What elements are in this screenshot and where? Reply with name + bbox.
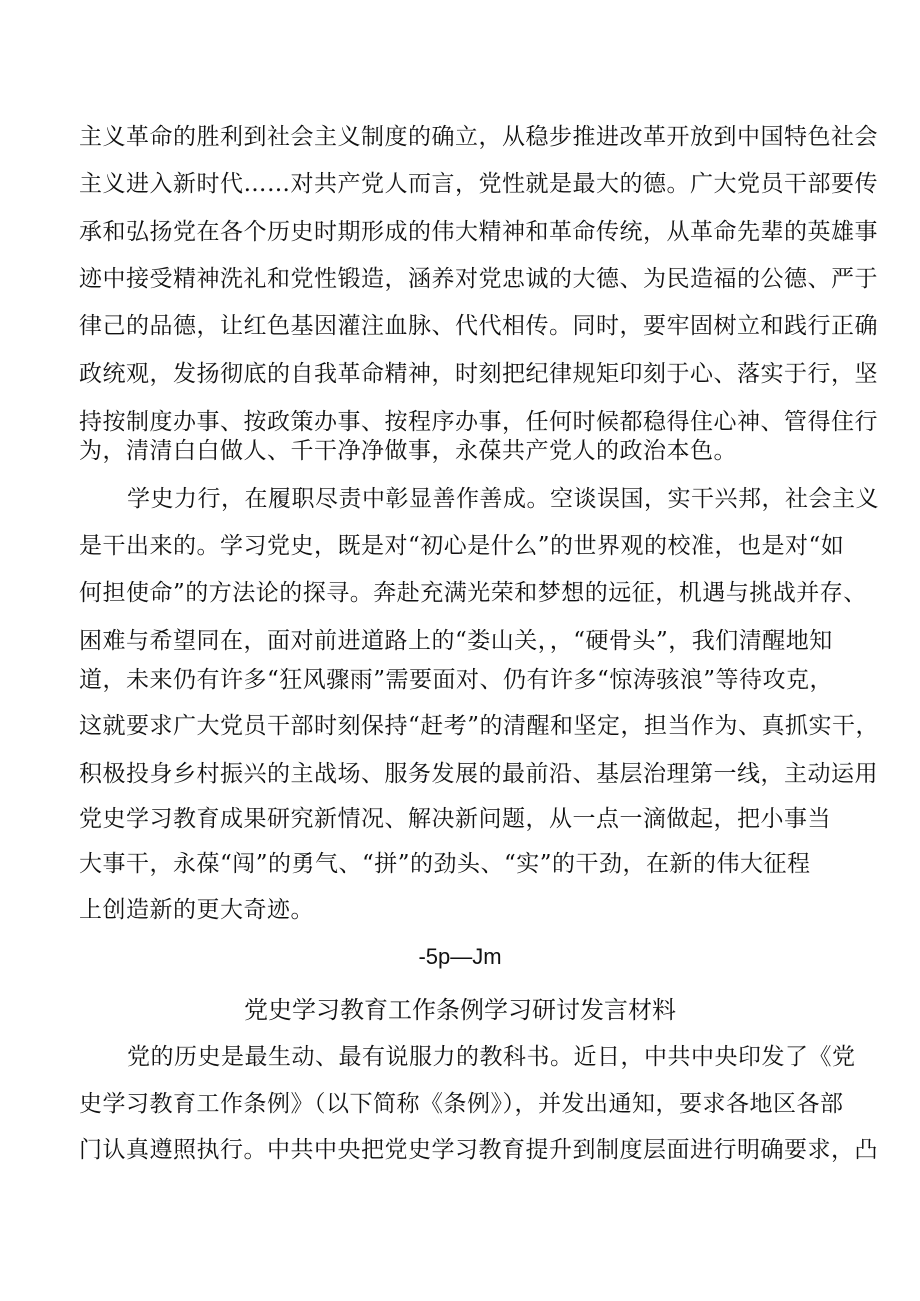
paragraph-2-line-2: 是干出来的。学习党史，既是对“初心是什么”的世界观的校准，也是对“如: [79, 533, 845, 559]
paragraph-1-line-8: 为，清清白白做人、千干净净做事，永葆共产党人的政治本色。: [79, 438, 737, 464]
paragraph-1-line-4: 迹中接受精神洗礼和党性锻造，涵养对党忠诚的大德、为民造福的公德、严于: [79, 266, 878, 292]
paragraph-2-line-9: 大事干，永葆“闯”的勇气、“拼”的劲头、“实”的干劲，在新的伟大征程: [79, 851, 811, 877]
paragraph-3-line-2: 史学习教育工作条例》（以下简称《条例》），并发出通知，要求各地区各部: [79, 1091, 844, 1117]
document-title: 党史学习教育工作条例学习研讨发言材料: [244, 996, 676, 1024]
paragraph-2-line-6: 这就要求广大党员干部时刻保持“赶考”的清醒和坚定，担当作为、真抓实干，: [79, 713, 880, 739]
paragraph-1-line-3: 承和弘扬党在各个历史时期形成的伟大精神和革命传统，从革命先辈的英雄事: [79, 219, 878, 245]
paragraph-1-line-7: 持按制度办事、按政策办事、按程序办事，任何时候都稳得住心神、管得住行: [79, 409, 878, 435]
paragraph-2-line-1: 学史力行，在履职尽责中彰显善作善成。空谈误国，实干兴邦，社会主义: [127, 486, 879, 512]
paragraph-2-line-8: 党史学习教育成果研究新情况、解决新问题，从一点一滴做起，把小事当: [79, 806, 831, 832]
paragraph-1-line-5: 律己的品德，让红色基因灌注血脉、代代相传。同时，要牢固树立和践行正确: [79, 313, 878, 339]
paragraph-2-line-10: 上创造新的更大奇迹。: [79, 897, 314, 923]
paragraph-3-line-1: 党的历史是最生动、最有说服力的教科书。近日，中共中央印发了《党: [127, 1044, 856, 1070]
paragraph-1-line-2: 主义进入新时代……对共产党人而言，党性就是最大的德。广大党员干部要传: [79, 171, 878, 197]
paragraph-1-line-1: 主义革命的胜利到社会主义制度的确立，从稳步推进改革开放到中国特色社会: [79, 124, 878, 150]
paragraph-2-line-3: 何担使命”的方法论的探寻。奔赴充满光荣和梦想的远征，机遇与挑战并存、: [79, 580, 867, 606]
paragraph-1-line-6: 政统观，发扬彻底的自我革命精神，时刻把纪律规矩印刻于心、落实于行，坚: [79, 361, 878, 387]
paragraph-3-line-3: 门认真遵照执行。中共中央把党史学习教育提升到制度层面进行明确要求，凸: [79, 1137, 878, 1163]
paragraph-2-line-7: 积极投身乡村振兴的主战场、服务发展的最前沿、基层治理第一线，主动运用: [79, 761, 878, 787]
paragraph-2-line-4: 困难与希望同在，面对前进道路上的“娄山关，，“硬骨头”，我们清醒地知: [79, 628, 833, 654]
paragraph-2-line-5: 道，未来仍有许多“狂风骤雨”需要面对、仍有许多“惊涛骇浪”等待攻克，: [79, 667, 834, 693]
separator-mark: -5p—Jm: [418, 944, 502, 969]
